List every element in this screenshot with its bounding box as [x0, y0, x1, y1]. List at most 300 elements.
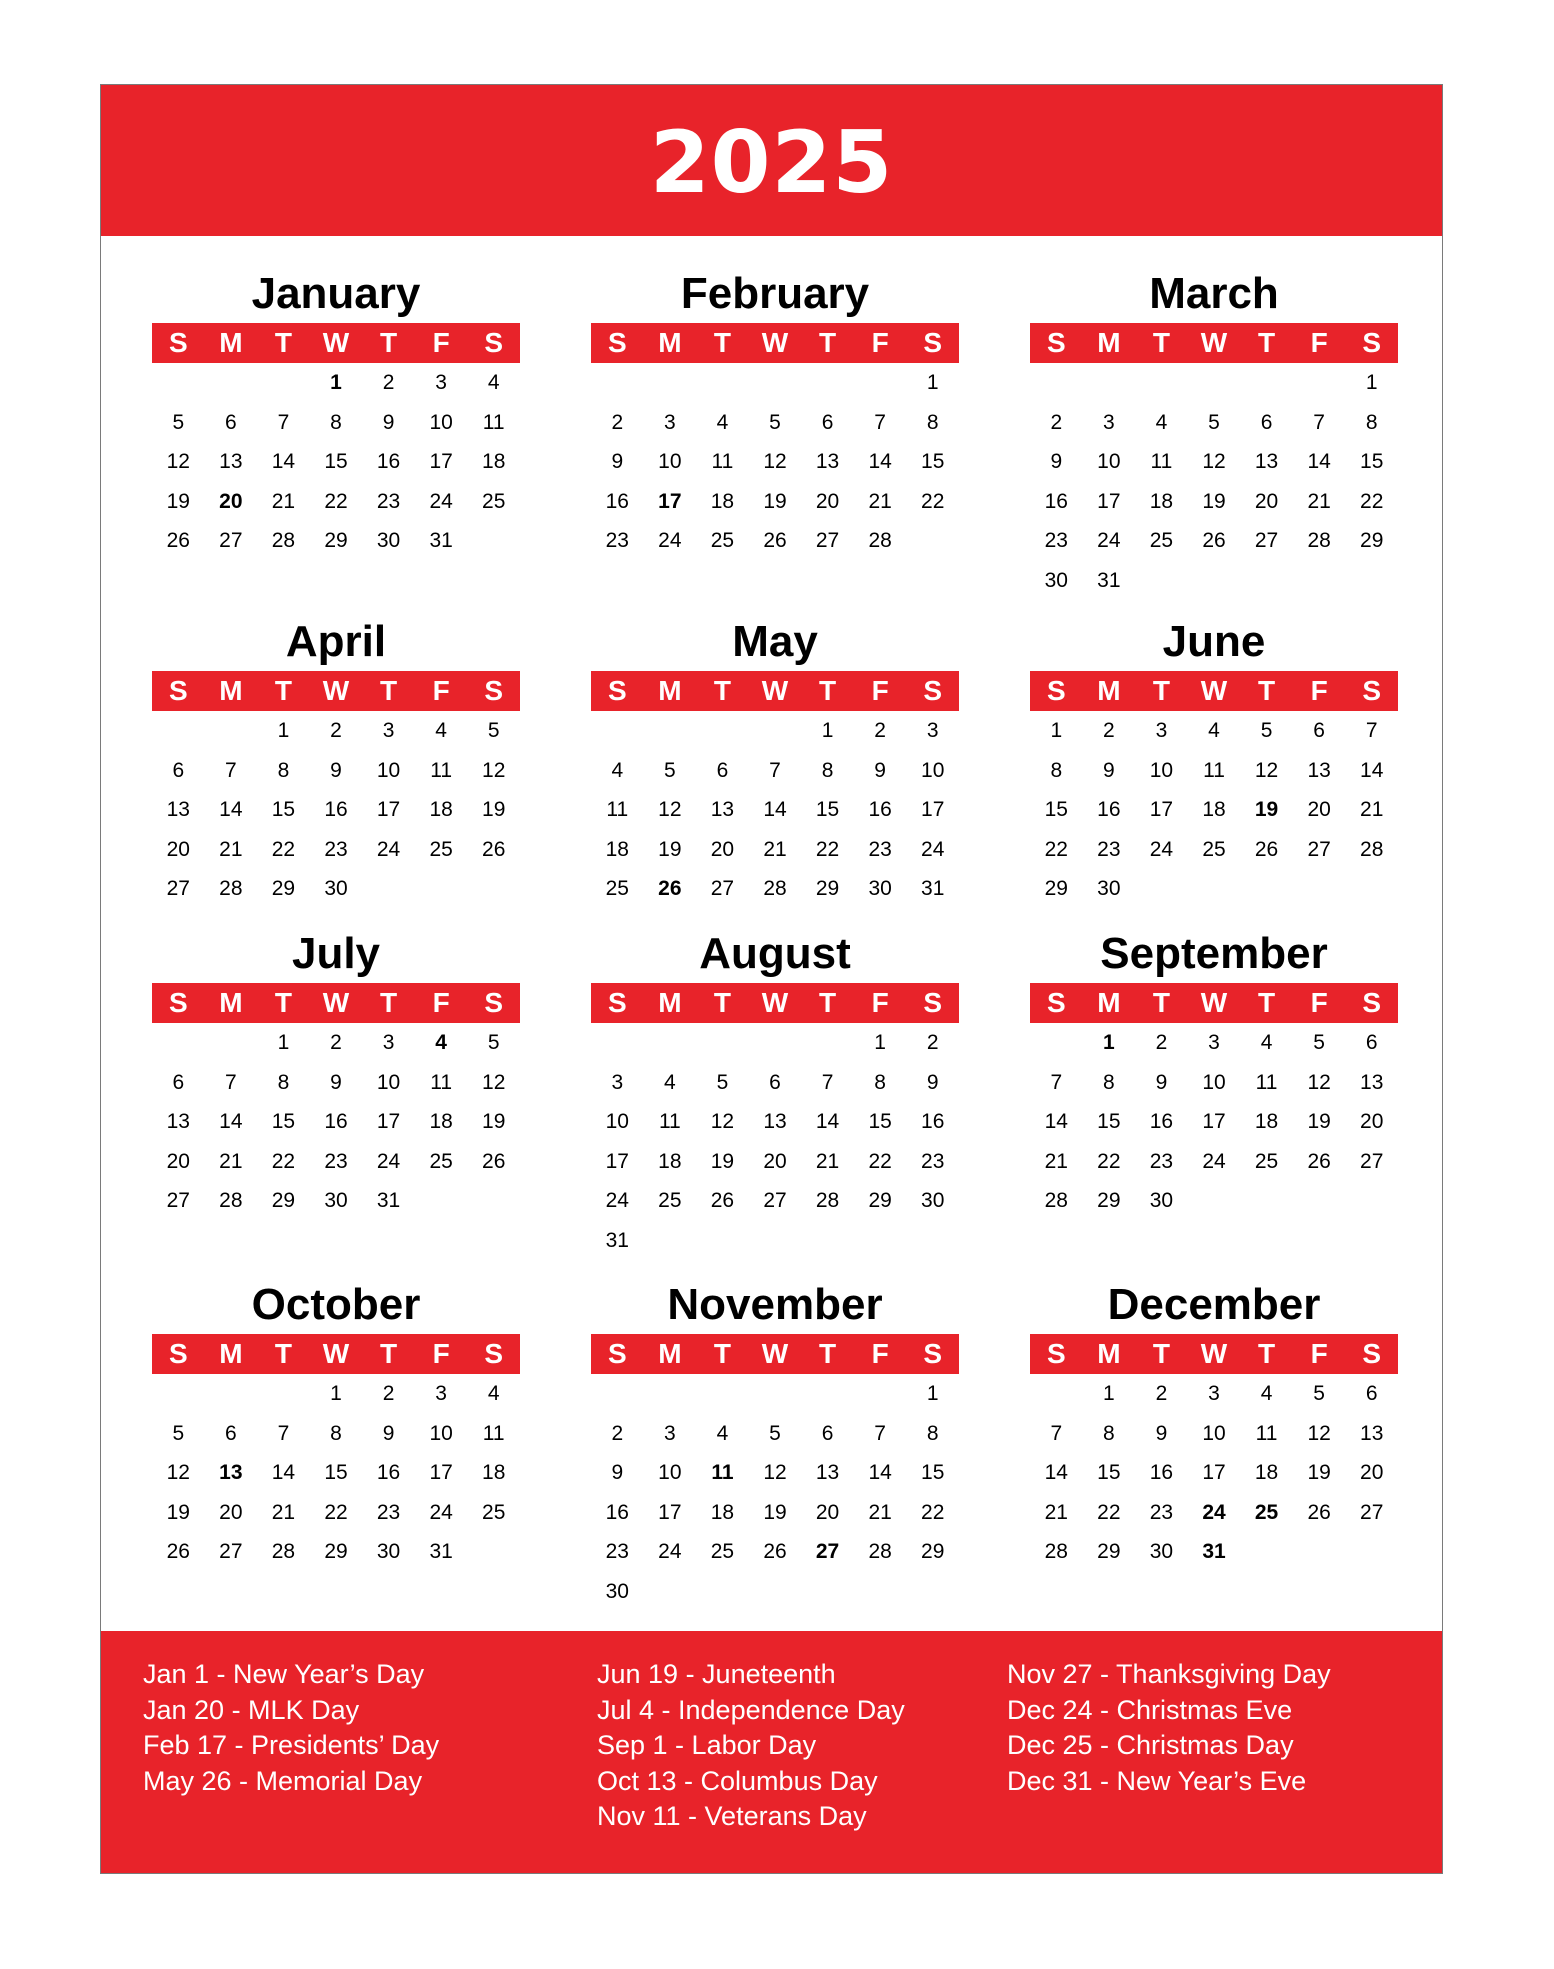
day-cell: 29	[271, 877, 296, 901]
weekday-label: W	[761, 1338, 789, 1369]
weekday-label: S	[168, 1338, 188, 1369]
weekday-label: F	[432, 1338, 450, 1369]
day-cell: 28	[1044, 1540, 1068, 1564]
day-cell: 12	[658, 798, 682, 822]
holiday-day-cell: 1	[1103, 1031, 1115, 1054]
day-cell: 13	[763, 1110, 787, 1134]
day-cell: 27	[710, 877, 735, 901]
day-cell: 17	[605, 1149, 629, 1173]
empty-day-cell	[644, 1374, 697, 1414]
day-cell: 14	[1044, 1461, 1068, 1485]
day-cell: 7	[769, 758, 781, 782]
day-cell: 27	[1360, 1149, 1384, 1173]
day-cell: 18	[710, 489, 735, 513]
month-name: December	[1107, 1280, 1321, 1329]
day-cell: 20	[1360, 1461, 1384, 1485]
day-cell: 18	[710, 1500, 735, 1524]
day-cell: 3	[1155, 719, 1168, 742]
empty-day-cell	[591, 711, 644, 751]
day-cell: 8	[330, 410, 342, 434]
weekday-label: F	[432, 987, 450, 1018]
holiday-day-cell: 13	[219, 1461, 243, 1485]
day-cell: 11	[430, 1070, 453, 1094]
day-cell: 29	[1360, 529, 1384, 553]
day-grid	[152, 711, 520, 909]
day-cell: 5	[487, 719, 500, 742]
weekday-label: F	[432, 675, 450, 706]
day-cell: 14	[219, 798, 243, 822]
day-cell: 30	[1149, 1540, 1174, 1564]
empty-day-cell	[1030, 363, 1083, 403]
day-cell: 31	[429, 529, 453, 553]
day-cell: 18	[1149, 489, 1174, 513]
weekday-label: T	[380, 675, 398, 706]
day-cell: 11	[711, 450, 734, 474]
day-cell: 4	[435, 719, 447, 742]
day-cell: 13	[815, 450, 840, 474]
day-cell: 9	[1103, 758, 1115, 782]
day-grid	[1030, 363, 1398, 601]
day-cell: 7	[225, 758, 237, 782]
day-cell: 3	[382, 719, 395, 742]
day-cell: 2	[1155, 1382, 1168, 1405]
empty-day-cell	[749, 711, 802, 751]
day-cell: 25	[1149, 529, 1174, 553]
empty-day-cell	[205, 363, 258, 403]
day-cell: 7	[1050, 1070, 1063, 1094]
weekday-label: W	[761, 327, 789, 358]
day-cell: 22	[1097, 1149, 1121, 1173]
weekday-label: T	[1258, 1338, 1276, 1369]
day-cell: 25	[658, 1189, 682, 1213]
day-cell: 13	[219, 450, 243, 474]
day-cell: 14	[219, 1110, 243, 1134]
day-cell: 4	[716, 410, 729, 434]
weekday-label: M	[219, 1338, 243, 1369]
day-cell: 23	[1097, 837, 1121, 861]
weekday-header-row	[591, 323, 959, 363]
weekday-label: T	[274, 987, 292, 1018]
weekday-label: F	[1310, 675, 1328, 706]
empty-day-cell	[801, 1374, 854, 1414]
day-cell: 6	[172, 1070, 185, 1094]
day-cell: 2	[330, 1031, 342, 1054]
day-cell: 18	[1254, 1461, 1279, 1485]
day-cell: 11	[1255, 1421, 1278, 1445]
day-cell: 18	[1202, 798, 1226, 822]
day-cell: 1	[277, 1031, 290, 1054]
day-cell: 11	[1150, 450, 1173, 474]
day-cell: 1	[874, 1031, 886, 1054]
day-cell: 24	[429, 1500, 453, 1524]
day-cell: 18	[605, 837, 629, 861]
day-grid	[591, 711, 959, 909]
day-cell: 17	[429, 450, 453, 474]
day-cell: 16	[376, 450, 401, 474]
day-cell: 23	[605, 529, 629, 553]
weekday-label: S	[484, 987, 504, 1018]
day-cell: 29	[868, 1189, 892, 1213]
day-cell: 10	[1202, 1421, 1226, 1445]
holiday-item: Jan 1 - New Year’s Day	[143, 1659, 425, 1689]
weekday-label: S	[1046, 987, 1066, 1018]
day-cell: 1	[821, 719, 834, 742]
weekday-label: F	[871, 1338, 889, 1369]
day-cell: 2	[382, 1382, 395, 1405]
day-cell: 21	[763, 837, 787, 861]
day-cell: 21	[1044, 1500, 1068, 1524]
month-name: September	[1100, 929, 1328, 978]
day-cell: 15	[1044, 798, 1068, 822]
day-cell: 20	[219, 1500, 243, 1524]
day-cell: 13	[710, 798, 735, 822]
day-cell: 17	[1149, 798, 1174, 822]
day-cell: 2	[382, 371, 395, 394]
empty-day-cell	[591, 1374, 644, 1414]
day-cell: 15	[868, 1110, 892, 1134]
day-cell: 3	[435, 1382, 447, 1405]
day-cell: 25	[710, 1540, 735, 1564]
day-cell: 22	[815, 837, 840, 861]
weekday-header-row	[1030, 671, 1398, 711]
day-cell: 15	[324, 1461, 348, 1485]
weekday-label: S	[607, 1338, 627, 1369]
weekday-header-row	[1030, 1334, 1398, 1374]
day-cell: 10	[1149, 758, 1174, 782]
day-cell: 2	[926, 1031, 939, 1054]
empty-day-cell	[854, 1374, 907, 1414]
day-cell: 7	[277, 410, 290, 434]
day-cell: 23	[376, 489, 401, 513]
day-cell: 14	[763, 798, 787, 822]
weekday-header-row	[591, 983, 959, 1023]
day-cell: 14	[868, 1461, 892, 1485]
weekday-label: M	[658, 675, 682, 706]
empty-day-cell	[591, 1023, 644, 1063]
day-cell: 21	[219, 1149, 243, 1173]
holiday-item: Nov 11 - Veterans Day	[597, 1801, 867, 1831]
day-cell: 11	[482, 1421, 505, 1445]
weekday-label: S	[923, 1338, 943, 1369]
day-cell: 28	[1044, 1189, 1068, 1213]
day-cell: 28	[815, 1189, 840, 1213]
day-cell: 1	[330, 1382, 342, 1405]
day-grid	[591, 1374, 959, 1612]
holiday-day-cell: 27	[815, 1540, 840, 1564]
day-cell: 25	[429, 837, 453, 861]
day-cell: 8	[330, 1421, 342, 1445]
weekday-label: M	[1097, 675, 1121, 706]
day-cell: 28	[1307, 529, 1331, 553]
day-cell: 9	[926, 1070, 939, 1094]
day-cell: 16	[376, 1461, 401, 1485]
empty-day-cell	[801, 363, 854, 403]
holiday-day-cell: 24	[1202, 1500, 1226, 1524]
weekday-label: T	[819, 987, 837, 1018]
weekday-label: W	[761, 987, 789, 1018]
day-cell: 4	[664, 1070, 676, 1094]
day-cell: 2	[1103, 719, 1115, 742]
day-cell: 22	[868, 1149, 892, 1173]
weekday-label: T	[819, 1338, 837, 1369]
day-cell: 17	[921, 798, 945, 822]
day-cell: 10	[429, 410, 453, 434]
day-cell: 11	[1255, 1070, 1278, 1094]
day-cell: 3	[664, 410, 676, 434]
day-cell: 10	[605, 1110, 629, 1134]
day-cell: 8	[1103, 1421, 1115, 1445]
day-cell: 19	[710, 1149, 735, 1173]
empty-day-cell	[644, 1023, 697, 1063]
day-cell: 12	[763, 1461, 787, 1485]
empty-day-cell	[152, 1023, 205, 1063]
day-cell: 13	[1254, 450, 1279, 474]
day-cell: 8	[874, 1070, 886, 1094]
day-cell: 7	[277, 1421, 290, 1445]
day-cell: 22	[1360, 489, 1384, 513]
day-cell: 29	[815, 877, 840, 901]
day-cell: 25	[710, 529, 735, 553]
weekday-label: T	[274, 1338, 292, 1369]
holiday-item: Dec 25 - Christmas Day	[1007, 1730, 1294, 1760]
empty-day-cell	[1030, 1023, 1083, 1063]
day-cell: 22	[271, 1149, 296, 1173]
day-cell: 9	[1155, 1070, 1168, 1094]
day-cell: 4	[1260, 1382, 1273, 1405]
day-cell: 26	[482, 1149, 506, 1173]
day-cell: 18	[429, 798, 453, 822]
month-january	[152, 267, 520, 561]
day-cell: 18	[482, 450, 506, 474]
weekday-label: M	[1097, 1338, 1121, 1369]
day-cell: 27	[1254, 529, 1279, 553]
weekday-label: T	[819, 327, 837, 358]
day-cell: 4	[487, 371, 500, 394]
day-cell: 20	[763, 1149, 787, 1173]
month-name: November	[667, 1280, 883, 1329]
day-cell: 23	[1149, 1149, 1174, 1173]
day-cell: 8	[277, 1070, 290, 1094]
day-cell: 5	[172, 410, 185, 434]
day-cell: 23	[605, 1540, 629, 1564]
day-cell: 19	[658, 837, 682, 861]
day-cell: 16	[324, 798, 348, 822]
weekday-label: S	[1046, 327, 1066, 358]
day-cell: 12	[1307, 1421, 1331, 1445]
day-cell: 8	[926, 1421, 939, 1445]
day-cell: 5	[1260, 719, 1273, 742]
day-cell: 24	[921, 837, 945, 861]
day-cell: 26	[1307, 1149, 1331, 1173]
month-name: April	[285, 617, 387, 666]
day-cell: 8	[277, 758, 290, 782]
empty-day-cell	[696, 363, 749, 403]
day-cell: 10	[376, 1070, 401, 1094]
weekday-header-row	[152, 983, 520, 1023]
day-cell: 10	[658, 450, 682, 474]
day-cell: 11	[606, 798, 629, 822]
day-cell: 24	[658, 1540, 682, 1564]
month-name: May	[732, 617, 818, 666]
day-cell: 30	[605, 1579, 629, 1603]
day-cell: 19	[482, 798, 506, 822]
holiday-day-cell: 17	[658, 489, 682, 513]
day-cell: 7	[225, 1070, 237, 1094]
day-cell: 19	[166, 489, 190, 513]
day-cell: 23	[376, 1500, 401, 1524]
day-cell: 9	[611, 1461, 624, 1485]
day-grid	[152, 1023, 520, 1221]
weekday-header-row	[1030, 983, 1398, 1023]
day-cell: 30	[1149, 1189, 1174, 1213]
day-cell: 20	[1360, 1110, 1384, 1134]
day-cell: 6	[1313, 719, 1325, 742]
day-cell: 27	[1360, 1500, 1384, 1524]
weekday-header-row	[152, 323, 520, 363]
day-cell: 3	[382, 1031, 395, 1054]
day-cell: 29	[921, 1540, 945, 1564]
empty-day-cell	[696, 711, 749, 751]
empty-day-cell	[257, 363, 310, 403]
day-cell: 1	[1365, 371, 1378, 394]
day-cell: 20	[166, 1149, 190, 1173]
day-cell: 21	[1360, 798, 1384, 822]
day-cell: 26	[166, 529, 190, 553]
day-cell: 14	[1307, 450, 1331, 474]
empty-day-cell	[644, 363, 697, 403]
day-cell: 26	[710, 1189, 735, 1213]
empty-day-cell	[749, 363, 802, 403]
day-cell: 1	[926, 371, 939, 394]
day-cell: 3	[435, 371, 447, 394]
day-cell: 30	[1044, 568, 1068, 592]
day-cell: 14	[1360, 758, 1384, 782]
weekday-label: S	[1046, 1338, 1066, 1369]
day-cell: 25	[429, 1149, 453, 1173]
day-cell: 25	[605, 877, 629, 901]
day-cell: 21	[1044, 1149, 1068, 1173]
day-cell: 23	[868, 837, 892, 861]
day-cell: 28	[763, 877, 787, 901]
day-cell: 22	[1097, 1500, 1121, 1524]
day-cell: 5	[172, 1421, 185, 1445]
weekday-header-row	[591, 1334, 959, 1374]
day-cell: 6	[1365, 1382, 1378, 1405]
day-cell: 17	[376, 1110, 401, 1134]
holiday-day-cell: 20	[219, 489, 243, 513]
weekday-label: W	[322, 327, 350, 358]
day-cell: 31	[376, 1189, 401, 1213]
day-cell: 21	[271, 1500, 296, 1524]
weekday-label: T	[274, 675, 292, 706]
day-cell: 26	[1202, 529, 1226, 553]
day-cell: 9	[611, 450, 624, 474]
weekday-label: T	[713, 987, 731, 1018]
holiday-item: Feb 17 - Presidents’ Day	[143, 1730, 440, 1760]
empty-day-cell	[1240, 363, 1293, 403]
day-cell: 21	[815, 1149, 840, 1173]
weekday-label: S	[168, 327, 188, 358]
day-cell: 27	[166, 877, 190, 901]
day-cell: 28	[868, 1540, 892, 1564]
day-cell: 16	[605, 1500, 629, 1524]
day-cell: 12	[1254, 758, 1279, 782]
day-cell: 2	[874, 719, 886, 742]
weekday-label: M	[658, 987, 682, 1018]
day-cell: 15	[815, 798, 840, 822]
day-cell: 27	[166, 1189, 190, 1213]
day-cell: 11	[1203, 758, 1225, 782]
day-cell: 22	[921, 1500, 945, 1524]
day-cell: 30	[921, 1189, 945, 1213]
empty-day-cell	[696, 1023, 749, 1063]
year-header	[101, 85, 1442, 236]
day-cell: 1	[1050, 719, 1063, 742]
month-may	[591, 615, 959, 909]
weekday-label: S	[168, 675, 188, 706]
day-cell: 21	[868, 1500, 892, 1524]
holiday-item: Dec 31 - New Year’s Eve	[1007, 1765, 1307, 1796]
day-cell: 10	[1097, 450, 1121, 474]
weekday-label: S	[1362, 327, 1382, 358]
day-cell: 27	[1307, 837, 1331, 861]
weekday-label: W	[1200, 675, 1228, 706]
weekday-label: F	[871, 675, 889, 706]
day-cell: 6	[821, 410, 834, 434]
day-cell: 14	[271, 1461, 296, 1485]
day-cell: 20	[166, 837, 190, 861]
holiday-day-cell: 19	[1254, 798, 1279, 822]
day-cell: 24	[376, 1149, 401, 1173]
month-name: October	[251, 1280, 421, 1329]
day-cell: 9	[382, 410, 395, 434]
day-cell: 18	[1254, 1110, 1279, 1134]
day-cell: 4	[1260, 1031, 1273, 1054]
day-cell: 16	[868, 798, 892, 822]
day-cell: 21	[1307, 489, 1331, 513]
weekday-header-row	[1030, 323, 1398, 363]
weekday-label: M	[1097, 987, 1121, 1018]
day-cell: 7	[1050, 1421, 1063, 1445]
weekday-label: F	[1310, 987, 1328, 1018]
day-cell: 15	[921, 1461, 945, 1485]
month-february	[591, 267, 959, 561]
day-cell: 9	[382, 1421, 395, 1445]
day-cell: 13	[1360, 1421, 1384, 1445]
day-cell: 2	[1050, 410, 1063, 434]
day-cell: 23	[324, 837, 348, 861]
day-cell: 30	[376, 529, 401, 553]
day-cell: 16	[605, 489, 629, 513]
day-cell: 25	[1254, 1149, 1279, 1173]
day-cell: 4	[487, 1382, 500, 1405]
weekday-label: F	[1310, 327, 1328, 358]
weekday-label: W	[761, 675, 789, 706]
day-cell: 5	[487, 1031, 500, 1054]
day-cell: 29	[1097, 1540, 1121, 1564]
month-name: January	[251, 269, 421, 318]
day-cell: 30	[324, 877, 348, 901]
day-cell: 22	[324, 489, 348, 513]
day-cell: 24	[1097, 529, 1121, 553]
day-cell: 24	[1202, 1149, 1226, 1173]
day-cell: 2	[611, 1421, 624, 1445]
day-cell: 24	[429, 489, 453, 513]
day-cell: 16	[921, 1110, 945, 1134]
day-grid	[591, 363, 959, 561]
day-cell: 28	[271, 1540, 296, 1564]
weekday-label: S	[923, 327, 943, 358]
